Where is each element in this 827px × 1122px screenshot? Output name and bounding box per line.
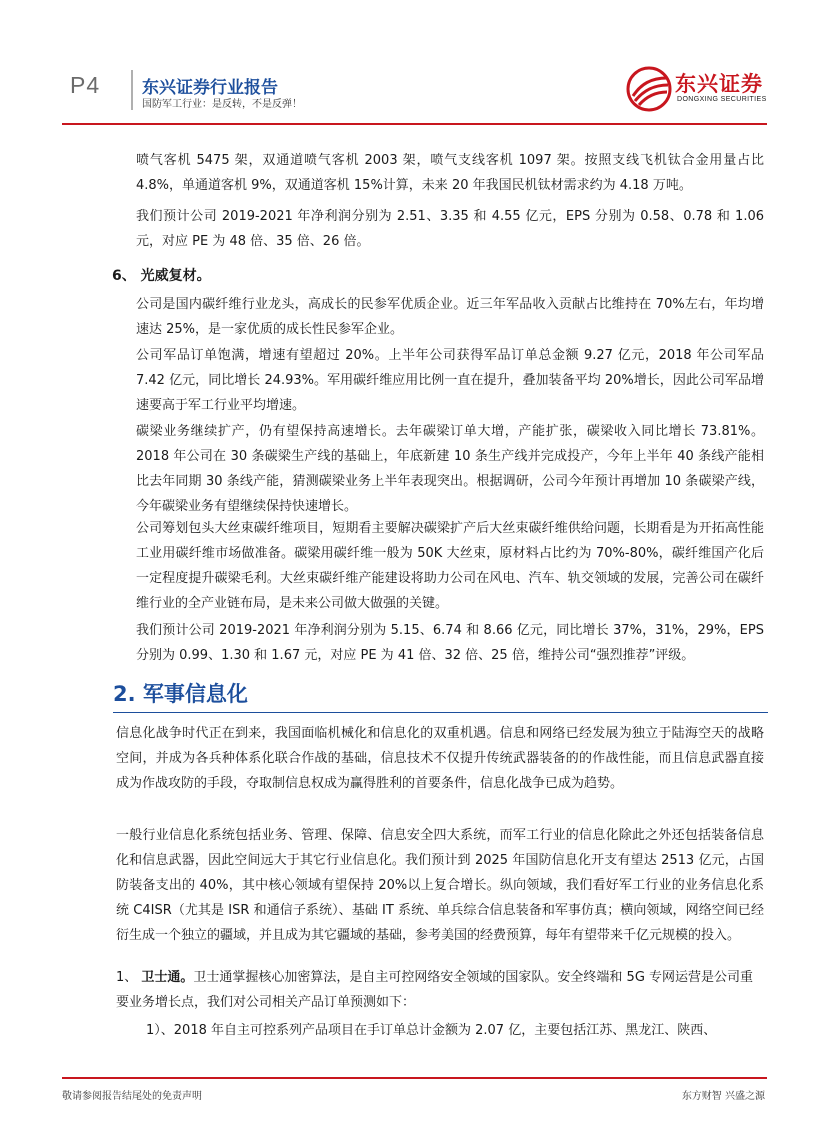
body-paragraph: 喷气客机 5475 架，双通道喷气客机 2003 架，喷气支线客机 1097 架。按照支线飞机钛合金用量占比 4.8%，单通道客机 9%，双通道客机 15%计算，未来 20 年我国民机钛材需求约为 4.18 万吨。 [136, 153, 764, 193]
logo-text-cn: 东兴证券 [675, 72, 763, 96]
sub-item-paragraph: 1）、2018 年自主可控系列产品项目在手订单总计金额为 2.07 亿，主要包括江苏、黑龙江、陕西、 [146, 1023, 717, 1038]
section-title: 2. 军事信息化 [113, 682, 248, 706]
header-rule [62, 123, 767, 125]
item-text: 卫士通掌握核心加密算法，是自主可控网络安全领域的国家队。安全终端和 5G 专网运营是公司重要业务增长点，我们对公司相关产品订单预测如下： [116, 970, 754, 1010]
body-paragraph: 公司军品订单饱满，增速有望超过 20%。上半年公司获得军品订单总金额 9.27 亿元，2018 年公司军品 7.42 亿元，同比增长 24.93%。军用碳纤维应用比例一直在提升，叠加装备平均 20%增长，因此公司军品增速要高于军工行业平均增速。 [136, 348, 764, 413]
page-number: P4 [70, 72, 101, 98]
body-paragraph: 公司是国内碳纤维行业龙头，高成长的民参军优质企业。近三年军品收入贡献占比维持在 70%左右，年均增速达 25%，是一家优质的成长性民参军企业。 [136, 297, 764, 337]
footer-slogan: 东方财智 兴盛之源 [681, 1091, 765, 1102]
header-divider [131, 70, 133, 110]
footer-rule [62, 1077, 767, 1079]
body-paragraph: 一般行业信息化系统包括业务、管理、保障、信息安全四大系统，而军工行业的信息化除此之外还包括装备信息化和信息武器，因此空间远大于其它行业信息化。我们预计到 2025 年国防信息化开支有望达 2513 亿元，占国防装备支出的 40%，其中核心领域有望保持 20%以上复合增长。纵向领域，我们看好军工行业的业务信息化系统 C4ISR（尤其是 ISR 和通信子系统）、基础 IT 系统、单兵综合信息装备和军事仿真；横向领域，网络空间已经衍生成一个独立的疆域，并且成为其它疆域的基础，参考美国的经费预算，每年有望带来千亿元规模的投入。 [116, 828, 764, 943]
footer-disclaimer: 敬请参阅报告结尾处的免责声明 [62, 1091, 202, 1102]
body-paragraph: 碳梁业务继续扩产，仍有望保持高速增长。去年碳梁订单大增，产能扩张，碳梁收入同比增长 73.81%。2018 年公司在 30 条碳梁生产线的基础上，年底新建 10 条生产线并完成投产，今年上半年 40 条线产能相比去年同期 30 条线产能，猜测碳梁业务上半年表现突出。根据调研，公司今年预计再增加 10 条碳梁产线，今年碳梁业务有望继续保持快速增长。 [136, 424, 764, 514]
item-name: 卫士通。 [141, 970, 194, 985]
body-paragraph: 信息化战争时代正在到来，我国面临机械化和信息化的双重机遇。信息和网络已经发展为独立于陆海空天的战略空间，并成为各兵种体系化联合作战的基础，信息技术不仅提升传统武器装备的的作战性能，而且信息武器直接成为作战攻防的手段，夺取制信息权成为赢得胜利的首要条件，信息化战争已成为趋势。 [116, 726, 764, 791]
body-paragraph: 我们预计公司 2019-2021 年净利润分别为 5.15、6.74 和 8.66 亿元，同比增长 37%，31%，29%，EPS 分别为 0.99、1.30 和 1.67 元，对应 PE 为 41 倍、32 倍、25 倍，维持公司“强烈推荐”评级。 [136, 623, 764, 663]
page-header [0, 0, 827, 130]
dongxing-logo [625, 64, 765, 114]
body-paragraph: 我们预计公司 2019-2021 年净利润分别为 2.51、3.35 和 4.55 亿元，EPS 分别为 0.58、0.78 和 1.06 元，对应 PE 为 48 倍、35 倍、26 倍。 [136, 209, 764, 249]
dongxing-logo-icon [625, 66, 673, 112]
report-title: 东兴证券行业报告 [142, 78, 278, 98]
report-subtitle: 国防军工行业：是反转，不是反弹！ [142, 99, 302, 110]
item-number: 1、 [116, 970, 142, 985]
item-heading-weishitong [116, 965, 764, 1015]
section-rule [113, 712, 768, 713]
item-heading-guangwei: 6、 光威复材。 [112, 268, 211, 284]
logo-text-en: DONGXING SECURITIES [677, 96, 767, 103]
body-paragraph: 公司筹划包头大丝束碳纤维项目，短期看主要解决碳梁扩产后大丝束碳纤维供给问题，长期看是为开拓高性能工业用碳纤维市场做准备。碳梁用碳纤维一般为 50K 大丝束，原材料占比约为 70%-80%，碳纤维国产化后一定程度提升碳梁毛利。大丝束碳纤维产能建设将助力公司在风电、汽车、轨交领域的发展，完善公司在碳纤维行业的全产业链布局，是未来公司做大做强的关键。 [136, 521, 764, 611]
